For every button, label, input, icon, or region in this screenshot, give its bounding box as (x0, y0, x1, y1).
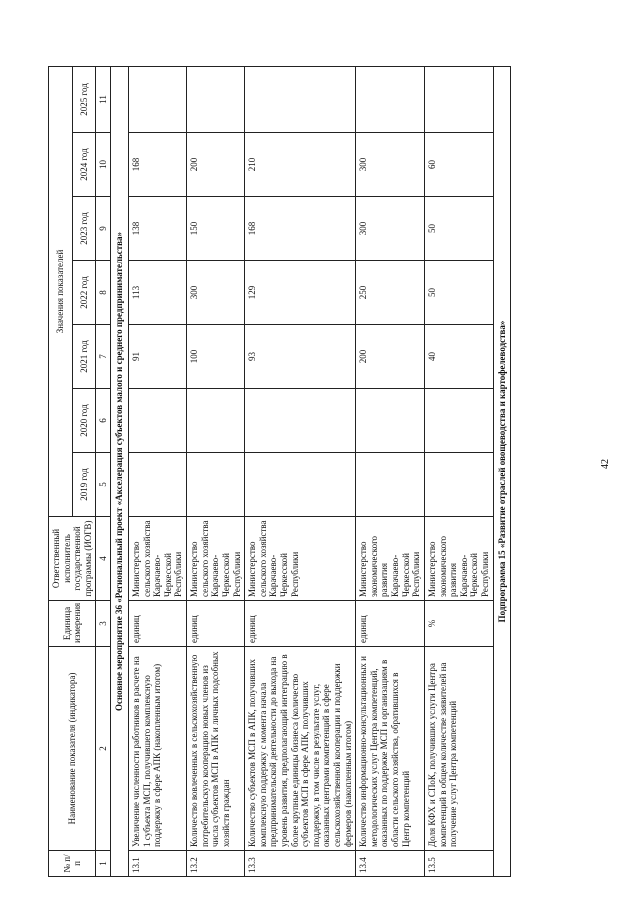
header-unit: Единица измерения (49, 601, 96, 647)
value-2023: 138 (129, 197, 187, 261)
value-2021: 91 (129, 325, 187, 389)
header-executor: Ответственный исполнитель государственной программы (ИОГВ) (49, 517, 96, 601)
header-name: Наименование показателя (индикатора) (49, 647, 96, 851)
column-number: 11 (96, 66, 111, 132)
row-number: 13.1 (129, 851, 187, 877)
value-2025 (129, 66, 187, 132)
indicators-table (48, 66, 511, 877)
value-2022: 50 (424, 261, 493, 325)
value-2025 (356, 66, 425, 132)
row-number: 13.4 (356, 851, 425, 877)
subprogram-title: Подпрограмма 15 «Развитие отраслей овощеводства и картофелеводства» (493, 66, 511, 876)
header-year: 2022 год (72, 261, 96, 325)
column-number: 9 (96, 197, 111, 261)
column-number: 1 (96, 851, 111, 877)
value-2025 (424, 66, 493, 132)
value-2020 (187, 389, 245, 453)
column-number: 7 (96, 325, 111, 389)
value-2019 (245, 453, 356, 517)
value-2024: 200 (187, 133, 245, 197)
column-number: 10 (96, 133, 111, 197)
executor: Министерство экономического развития Карачаево-Черкесской Республики (356, 517, 425, 601)
value-2023: 50 (424, 197, 493, 261)
value-2021: 93 (245, 325, 356, 389)
row-number: 13.5 (424, 851, 493, 877)
column-number: 6 (96, 389, 111, 453)
column-number: 4 (96, 517, 111, 601)
indicator-name: Доля КФХ и СПоК, получивших услуги Центра компетенций в общем количестве заявителей на получение услуг Центра компетенций (424, 647, 493, 851)
header-year: 2019 год (72, 453, 96, 517)
indicator-name: Количество вовлеченных в сельскохозяйственную потребительскую кооперацию новых членов из числа субъектов МСП в АПК и личных подсобных хозяйств граждан (187, 647, 245, 851)
value-2021: 200 (356, 325, 425, 389)
value-2019 (129, 453, 187, 517)
column-number: 2 (96, 647, 111, 851)
header-num: № п/п (49, 851, 96, 877)
value-2024: 60 (424, 133, 493, 197)
table-row (129, 66, 187, 876)
column-number: 5 (96, 453, 111, 517)
value-2022: 129 (245, 261, 356, 325)
header-year: 2021 год (72, 325, 96, 389)
value-2019 (424, 453, 493, 517)
unit: единиц (187, 601, 245, 647)
unit: единиц (245, 601, 356, 647)
unit: % (424, 601, 493, 647)
table-row (356, 66, 425, 876)
header-year: 2023 год (72, 197, 96, 261)
value-2021: 40 (424, 325, 493, 389)
unit: единиц (356, 601, 425, 647)
value-2024: 210 (245, 133, 356, 197)
value-2025 (187, 66, 245, 132)
executor: Министерство сельского хозяйства Карачаево-Черкесской Республики (187, 517, 245, 601)
header-values-group: Значения показателей (49, 66, 73, 516)
table-row (424, 66, 493, 876)
executor: Министерство сельского хозяйства Карачаево-Черкесской Республики (129, 517, 187, 601)
column-number: 8 (96, 261, 111, 325)
value-2023: 150 (187, 197, 245, 261)
value-2020 (424, 389, 493, 453)
table-row (245, 66, 356, 876)
value-2022: 113 (129, 261, 187, 325)
value-2025 (245, 66, 356, 132)
column-number: 3 (96, 601, 111, 647)
value-2023: 300 (356, 197, 425, 261)
header-year: 2025 год (72, 66, 96, 132)
row-number: 13.3 (245, 851, 356, 877)
value-2020 (129, 389, 187, 453)
row-number: 13.2 (187, 851, 245, 877)
indicator-name: Увеличение численности работников в расчете на 1 субъекта МСП, получившего комплексную поддержку в сфере АПК (накопленным итогом) (129, 647, 187, 851)
header-year: 2024 год (72, 133, 96, 197)
section-title: Основное мероприятие 36 «Региональный проект «Акселерация субъектов малого и среднего предпринимательства» (111, 66, 129, 876)
value-2024: 168 (129, 133, 187, 197)
indicator-name: Количество субъектов МСП в АПК, получивших комплексную поддержку с момента начала предпринимательской деятельности до выхода на уровень развития, предполагающий интеграцию в более крупные единицы бизнеса (количество субъектов МСП в сфере АПК, получивших поддержку, в том числе в результате услуг, оказанных центрами компетенций в сфере сельскохозяйственной кооперации и поддержки фермеров (накопленным итогом) (245, 647, 356, 851)
value-2019 (356, 453, 425, 517)
executor: Министерство сельского хозяйства Карачаево-Черкесской Республики (245, 517, 356, 601)
page-number: 42 (600, 459, 611, 469)
value-2021: 100 (187, 325, 245, 389)
value-2023: 168 (245, 197, 356, 261)
indicator-name: Количество информационно-консультационных и методологических услуг Центра компетенций, оказанных по поддержке МСП и организациям в области сельского хозяйства, обратившихся в Центр компетенций (356, 647, 425, 851)
value-2022: 250 (356, 261, 425, 325)
value-2024: 300 (356, 133, 425, 197)
header-year: 2020 год (72, 389, 96, 453)
value-2019 (187, 453, 245, 517)
unit: единиц (129, 601, 187, 647)
executor: Министерство экономического развития Карачаево-Черкесской Республики (424, 517, 493, 601)
value-2020 (356, 389, 425, 453)
table-row (187, 66, 245, 876)
value-2020 (245, 389, 356, 453)
value-2022: 300 (187, 261, 245, 325)
